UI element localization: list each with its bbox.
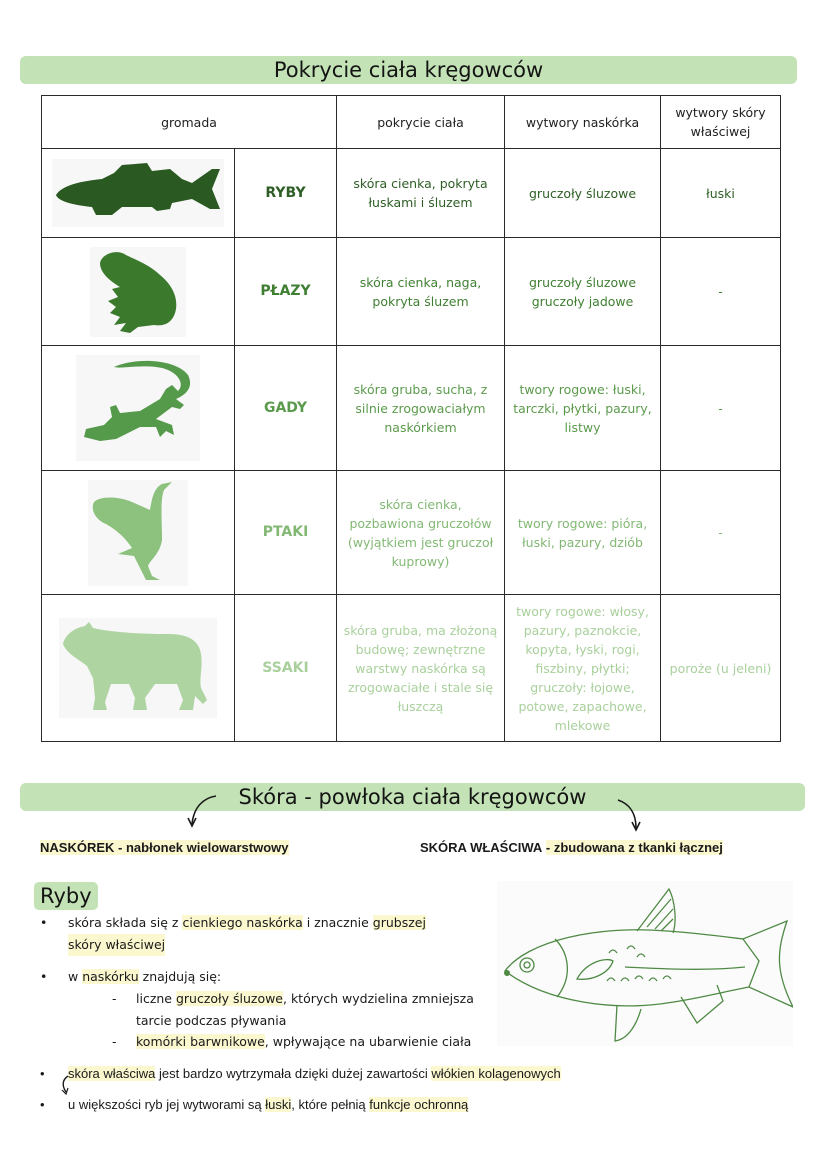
highlight-text: włókien kolagenowych bbox=[431, 1066, 561, 1081]
text: , które pełnią bbox=[291, 1097, 370, 1112]
table-row bbox=[42, 346, 781, 471]
dash-mark: - bbox=[112, 1034, 117, 1049]
text: znajdują się: bbox=[138, 969, 222, 984]
row-name-ssaki: SSAKI bbox=[235, 595, 337, 742]
curved-arrow-right-icon bbox=[614, 796, 648, 836]
cell-pokrycie: skóra cienka, pozbawiona gruczołów (wyjątkiem jest gruczoł kuprowy) bbox=[337, 471, 505, 595]
text: , wpływające na ubarwienie ciała bbox=[264, 1034, 472, 1049]
skora-wlasciwa-term: SKÓRA WŁAŚCIWA bbox=[420, 840, 543, 855]
skora-wlasciwa-desc: - zbudowana z tkanki łącznej bbox=[545, 840, 723, 855]
header-naskorek: wytwory naskórka bbox=[505, 96, 661, 149]
cell-naskorek: gruczoły śluzowe bbox=[505, 149, 661, 238]
cell-skora-wlasciwa: poroże (u jeleni) bbox=[661, 595, 781, 742]
highlight-text: skóry właściwej bbox=[68, 934, 165, 956]
mammal-silhouette-icon bbox=[42, 595, 235, 742]
text: skóra składa się z bbox=[68, 915, 183, 930]
section-title-pokrycie bbox=[20, 56, 797, 84]
bullet-dot: • bbox=[40, 969, 48, 984]
text: liczne bbox=[136, 991, 176, 1006]
row-name-gady: GADY bbox=[235, 346, 337, 471]
section-title-text: Pokrycie ciała kręgowców bbox=[273, 58, 544, 82]
header-gromada: gromada bbox=[42, 96, 337, 149]
cell-skora-wlasciwa: łuski bbox=[661, 149, 781, 238]
row-name-ptaki: PTAKI bbox=[235, 471, 337, 595]
naskorek-definition bbox=[40, 840, 289, 855]
lizard-silhouette-icon bbox=[42, 346, 235, 471]
row-name-plazy: PŁAZY bbox=[235, 238, 337, 346]
cell-naskorek: gruczoły śluzowe gruczoły jadowe bbox=[505, 238, 661, 346]
highlight-text: łuski bbox=[265, 1097, 292, 1112]
table-header-row bbox=[42, 96, 781, 149]
text: i znacznie bbox=[302, 915, 373, 930]
section-title-skora bbox=[20, 783, 805, 811]
section-title-text: Skóra - powłoka ciała kręgowców bbox=[238, 785, 587, 809]
bullet-4 bbox=[40, 1094, 740, 1116]
cell-pokrycie: skóra gruba, ma złożoną budowę; zewnętrzne warstwy naskórka są zrogowaciałe i stale się łuszczą bbox=[337, 595, 505, 742]
table-row bbox=[42, 238, 781, 346]
ryby-heading: Ryby bbox=[34, 882, 98, 910]
highlight-text: cienkiego naskórka bbox=[182, 915, 303, 930]
dash-mark: - bbox=[112, 991, 117, 1006]
bullet-2 bbox=[40, 966, 500, 988]
text: tarcie podczas pływania bbox=[136, 1013, 287, 1028]
table-row bbox=[42, 595, 781, 742]
text: u większości ryb jej wytworami są bbox=[68, 1097, 266, 1112]
sub-bullet-1 bbox=[112, 988, 512, 1032]
skora-wlasciwa-definition bbox=[420, 840, 723, 855]
highlight-text: funkcje ochronną bbox=[369, 1097, 469, 1112]
cell-pokrycie: skóra cienka, pokryta łuskami i śluzem bbox=[337, 149, 505, 238]
text: w bbox=[68, 969, 83, 984]
cell-skora-wlasciwa: - bbox=[661, 471, 781, 595]
vertebrate-covering-table bbox=[41, 95, 781, 742]
highlight-text: komórki barwnikowe bbox=[136, 1034, 265, 1049]
cell-naskorek: twory rogowe: włosy, pazury, paznokcie, kopyta, łyski, rogi, fiszbiny, płytki; gruczoły: łojowe, potowe, zapachowe, mlekowe bbox=[505, 595, 661, 742]
naskorek-term: NASKÓREK bbox=[40, 840, 115, 855]
cell-pokrycie: skóra gruba, sucha, z silnie zrogowaciałym naskórkiem bbox=[337, 346, 505, 471]
bullet-1 bbox=[40, 912, 500, 958]
small-curved-arrow-icon bbox=[58, 1074, 72, 1096]
cell-naskorek: twory rogowe: łuski, tarczki, płytki, pazury, listwy bbox=[505, 346, 661, 471]
fish-outline-icon bbox=[497, 881, 793, 1046]
fish-silhouette-icon bbox=[42, 149, 235, 238]
frog-silhouette-icon bbox=[42, 238, 235, 346]
naskorek-desc: - nabłonek wielowarstwowy bbox=[118, 840, 289, 855]
cell-skora-wlasciwa: - bbox=[661, 238, 781, 346]
sub-bullet-2 bbox=[112, 1031, 512, 1053]
highlight-text: skóra właściwa bbox=[68, 1066, 156, 1081]
table-row bbox=[42, 149, 781, 238]
bullet-3 bbox=[40, 1063, 740, 1085]
header-pokrycie: pokrycie ciała bbox=[337, 96, 505, 149]
text: , których wydzielina zmniejsza bbox=[283, 991, 474, 1006]
bird-silhouette-icon bbox=[42, 471, 235, 595]
highlight-text: naskórku bbox=[82, 969, 139, 984]
bullet-dot: • bbox=[40, 1066, 45, 1081]
table-row bbox=[42, 471, 781, 595]
fish-outline-drawing bbox=[497, 881, 793, 1046]
cell-skora-wlasciwa: - bbox=[661, 346, 781, 471]
cell-pokrycie: skóra cienka, naga, pokryta śluzem bbox=[337, 238, 505, 346]
row-name-ryby: RYBY bbox=[235, 149, 337, 238]
cell-naskorek: twory rogowe: pióra, łuski, pazury, dziób bbox=[505, 471, 661, 595]
curved-arrow-left-icon bbox=[180, 788, 220, 832]
highlight-text: grubszej bbox=[372, 915, 426, 930]
header-skora-wlasciwa: wytwory skóry właściwej bbox=[661, 96, 781, 149]
highlight-text: gruczoły śluzowe bbox=[175, 991, 283, 1006]
bullet-dot: • bbox=[40, 1097, 45, 1112]
bullet-dot: • bbox=[40, 915, 48, 930]
text: jest bardzo wytrzymała dzięki dużej zawartości bbox=[155, 1066, 432, 1081]
